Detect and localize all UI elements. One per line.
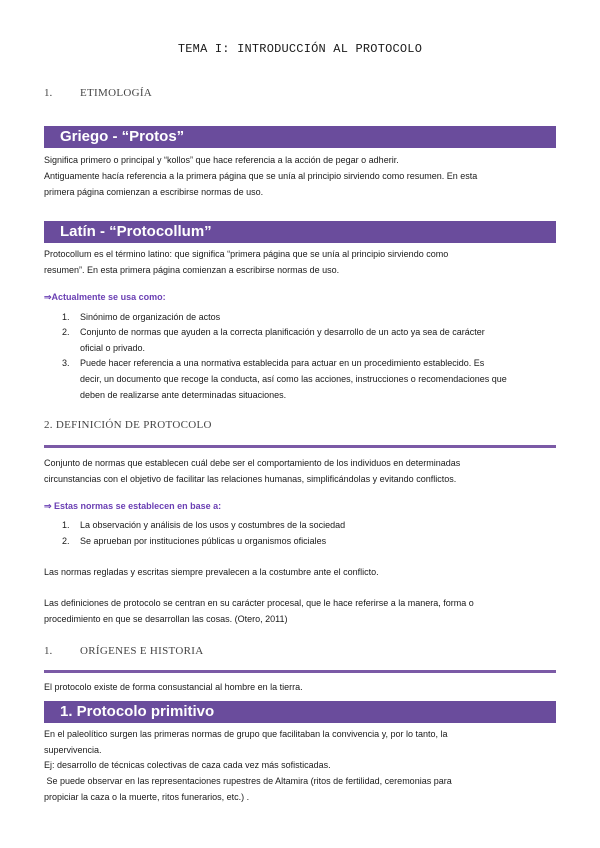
actualmente-label: ⇒Actualmente se usa como:	[44, 292, 166, 302]
list-text: deben de realizarse ante determinadas situaciones.	[80, 390, 287, 400]
list-text: Sinónimo de organización de actos	[80, 312, 221, 322]
list-text: La observación y análisis de los usos y costumbres de la sociedad	[80, 520, 346, 530]
griego-line-3: primera página comienzan a escribirse normas de uso.	[44, 187, 264, 197]
list-item	[62, 355, 556, 403]
section-divider	[44, 445, 556, 448]
list-number: 3.	[62, 358, 70, 368]
latin-line-1: Protocollum es el término latino: que significa “primera página que se unía al principio sirviendo como	[44, 249, 449, 259]
griego-line-2: Antiguamente hacía referencia a la primera página que se unía al principio sirviendo como resumen. En esta	[44, 171, 478, 181]
otero-line-2: procedimiento en que se desarrollan las cosas. (Otero, 2011)	[44, 614, 288, 624]
primitivo-line-1: En el paleolítico surgen las primeras normas de grupo que facilitaban la convivencia y, por lo tanto, la	[44, 729, 448, 739]
list-number: 2.	[62, 327, 70, 337]
otero-line-1: Las definiciones de protocolo se centran en su carácter procesal, que le hace referirse a la manera, forma o	[44, 598, 474, 608]
list-number: 1.	[62, 312, 70, 322]
heading-protocolo-primitivo: 1. Protocolo primitivo	[44, 701, 556, 723]
regladas-paragraph: Las normas regladas y escritas siempre prevalecen a la costumbre ante el conflicto.	[44, 567, 379, 577]
list-text: decir, un documento que recoge la conducta, así como las acciones, instrucciones o recomendaciones que	[80, 374, 507, 384]
section-title-definicion: 2. DEFINICIÓN DE PROTOCOLO	[44, 419, 212, 431]
definicion-line-2: circunstancias con el objetivo de facilitar las relaciones humanas, simplificándolas y evitando conflictos.	[44, 474, 457, 484]
section-title-etimologia: ETIMOLOGÍA	[80, 87, 153, 99]
origenes-intro: El protocolo existe de forma consustancial al hombre en la tierra.	[44, 682, 303, 692]
heading-griego: Griego - “Protos”	[44, 126, 556, 148]
primitivo-line-4: Se puede observar en las representaciones rupestres de Altamira (ritos de fertilidad, ceremonias para	[44, 776, 452, 786]
list-text: oficial o privado.	[80, 343, 146, 353]
base-label: ⇒ Estas normas se establecen en base a:	[44, 501, 222, 511]
latin-line-2: resumen”. En esta primera página comienzan a escribirse normas de uso.	[44, 265, 340, 275]
section-divider	[44, 670, 556, 673]
list-item	[62, 324, 556, 356]
section-title-origenes: ORÍGENES E HISTORIA	[80, 645, 204, 657]
griego-line-1: Significa primero o principal y “kollos” que hace referencia a la acción de pegar o adherir.	[44, 155, 399, 165]
list-item	[62, 533, 556, 549]
primitivo-line-5: propiciar la caza o la muerte, ritos funerarios, etc.) .	[44, 792, 250, 802]
page-title: TEMA I: INTRODUCCIÓN AL PROTOCOLO	[177, 42, 423, 56]
list-number: 2.	[62, 536, 70, 546]
heading-latin: Latín - “Protocollum”	[44, 221, 556, 243]
section-number: 1.	[44, 645, 53, 657]
primitivo-line-3: Ej: desarrollo de técnicas colectivas de caza cada vez más sofisticadas.	[44, 760, 331, 770]
list-text: Se aprueban por instituciones públicas u organismos oficiales	[80, 536, 327, 546]
section-number: 1.	[44, 87, 53, 99]
list-item	[62, 309, 556, 325]
list-text: Conjunto de normas que ayuden a la correcta planificación y desarrollo de un acto ya sea de carácter	[80, 327, 485, 337]
list-item	[62, 517, 556, 533]
definicion-line-1: Conjunto de normas que establecen cuál debe ser el comportamiento de los individuos en determinadas	[44, 458, 461, 468]
list-number: 1.	[62, 520, 70, 530]
list-text: Puede hacer referencia a una normativa establecida para actuar en un procedimiento establecido. Es	[80, 358, 485, 368]
primitivo-line-2: supervivencia.	[44, 745, 102, 755]
